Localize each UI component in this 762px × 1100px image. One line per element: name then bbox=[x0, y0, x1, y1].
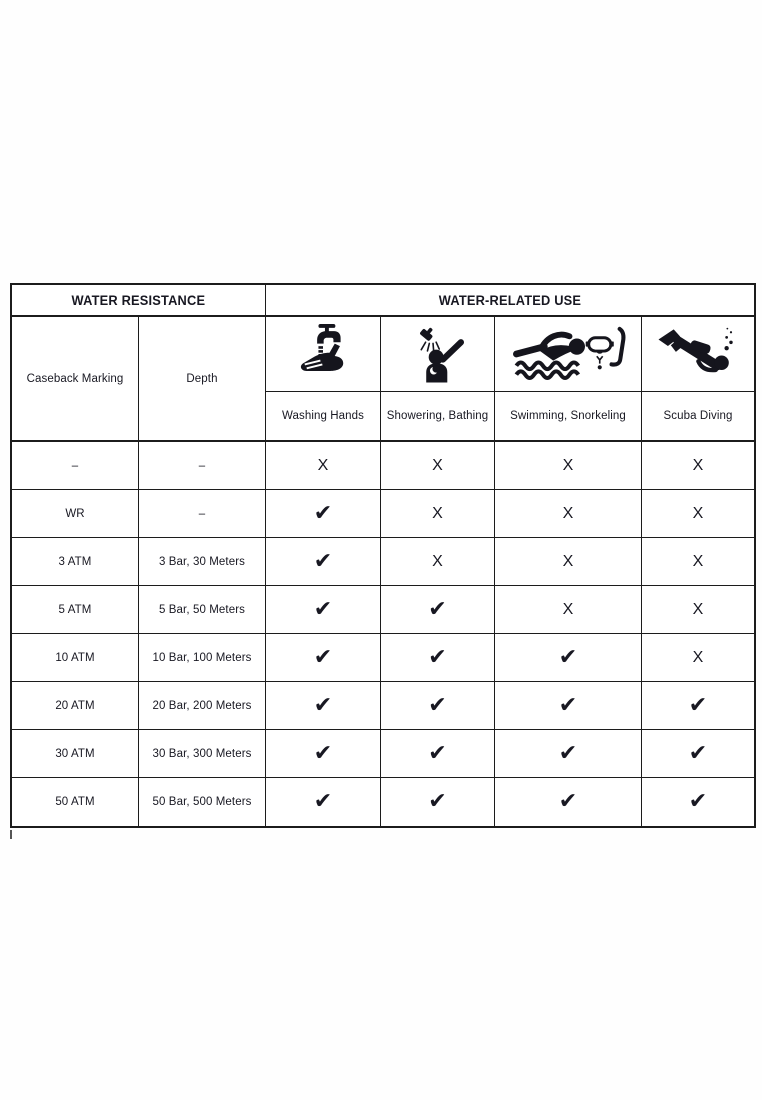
table-left-border-stub bbox=[10, 830, 12, 839]
icon-cell-swimming bbox=[495, 317, 642, 392]
depth-cell: – bbox=[139, 442, 266, 490]
water-resistance-table bbox=[10, 283, 756, 828]
header-water-resistance bbox=[12, 285, 266, 317]
usage-cell: ✔ bbox=[266, 634, 381, 682]
marking-cell: 3 ATM bbox=[12, 538, 139, 586]
usage-cell: ✔ bbox=[381, 730, 495, 778]
usage-cell: ✔ bbox=[266, 538, 381, 586]
usage-cell: ✔ bbox=[266, 490, 381, 538]
depth-cell: 5 Bar, 50 Meters bbox=[139, 586, 266, 634]
depth-cell: 20 Bar, 200 Meters bbox=[139, 682, 266, 730]
usage-cell: X bbox=[495, 586, 642, 634]
icon-cell-scuba bbox=[642, 317, 754, 392]
usage-cell: X bbox=[495, 490, 642, 538]
header-water-resistance-label: WATER RESISTANCE bbox=[71, 292, 206, 308]
column-header-caseback-marking: Caseback Marking bbox=[12, 317, 139, 442]
usage-cell: X bbox=[495, 442, 642, 490]
marking-cell: WR bbox=[12, 490, 139, 538]
swimmer-snorkel-mask-icon bbox=[502, 323, 634, 385]
depth-cell: – bbox=[139, 490, 266, 538]
usage-cell: X bbox=[266, 442, 381, 490]
column-header-swimming-snorkeling: Swimming, Snorkeling bbox=[495, 392, 642, 442]
depth-cell: 50 Bar, 500 Meters bbox=[139, 778, 266, 826]
usage-cell: ✔ bbox=[266, 730, 381, 778]
marking-cell: 10 ATM bbox=[12, 634, 139, 682]
marking-cell: 50 ATM bbox=[12, 778, 139, 826]
shower-person-icon bbox=[407, 324, 469, 384]
scuba-diver-icon bbox=[648, 325, 748, 383]
usage-cell: ✔ bbox=[688, 789, 708, 814]
usage-cell: ✔ bbox=[495, 730, 642, 778]
column-header-washing-hands: Washing Hands bbox=[266, 392, 381, 442]
depth-cell: 3 Bar, 30 Meters bbox=[139, 538, 266, 586]
usage-cell: X bbox=[381, 490, 495, 538]
usage-cell: ✔ bbox=[495, 682, 642, 730]
depth-cell: 10 Bar, 100 Meters bbox=[139, 634, 266, 682]
usage-cell: X bbox=[381, 538, 495, 586]
marking-cell: – bbox=[12, 442, 139, 490]
usage-cell: X bbox=[642, 586, 754, 634]
depth-cell: 30 Bar, 300 Meters bbox=[139, 730, 266, 778]
header-water-related-use bbox=[266, 285, 754, 317]
usage-cell: ✔ bbox=[642, 730, 754, 778]
column-header-depth: Depth bbox=[139, 317, 266, 442]
icon-cell-washing-hands bbox=[266, 317, 381, 392]
usage-cell: ✔ bbox=[381, 682, 495, 730]
usage-cell: X bbox=[642, 538, 754, 586]
usage-cell: ✔ bbox=[381, 634, 495, 682]
column-header-showering-bathing: Showering, Bathing bbox=[381, 392, 495, 442]
usage-cell: ✔ bbox=[642, 682, 754, 730]
marking-cell: 20 ATM bbox=[12, 682, 139, 730]
usage-cell: ✔ bbox=[495, 778, 642, 826]
usage-cell: ✔ bbox=[266, 778, 381, 826]
usage-cell: ✔ bbox=[495, 634, 642, 682]
column-header-scuba-diving: Scuba Diving bbox=[642, 392, 754, 442]
usage-cell: ✔ bbox=[266, 682, 381, 730]
faucet-hand-icon bbox=[290, 324, 356, 384]
usage-cell: ✔ bbox=[381, 778, 495, 826]
marking-cell: 30 ATM bbox=[12, 730, 139, 778]
usage-cell: X bbox=[381, 442, 495, 490]
marking-cell: 5 ATM bbox=[12, 586, 139, 634]
usage-cell: X bbox=[495, 538, 642, 586]
usage-cell: X bbox=[642, 442, 754, 490]
header-water-related-use-label: WATER-RELATED USE bbox=[438, 292, 582, 308]
usage-cell: X bbox=[642, 490, 754, 538]
usage-cell: ✔ bbox=[266, 586, 381, 634]
usage-cell: X bbox=[642, 634, 754, 682]
usage-cell: ✔ bbox=[381, 586, 495, 634]
icon-cell-showering bbox=[381, 317, 495, 392]
